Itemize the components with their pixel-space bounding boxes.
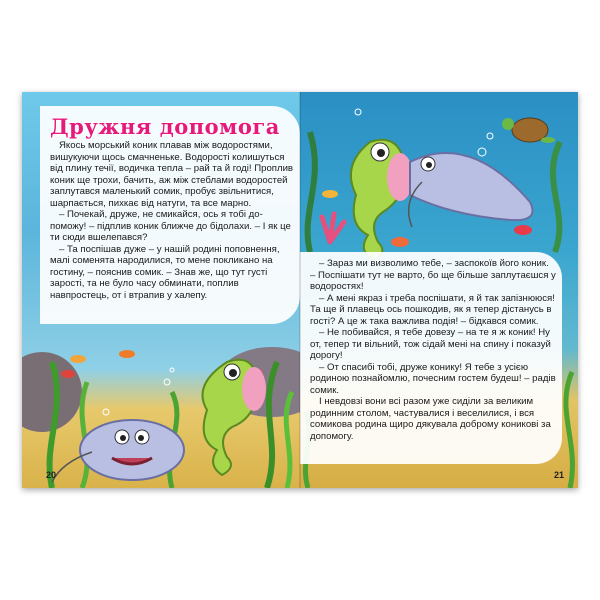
paragraph: Якось морський коник плавав між водоростями, вишукуючи щось смачненьке. Водорості колишуться від плину течії, водичка тепла – рай та й годі! Проплив коник ще трохи, бачить, аж між стеблами водоростей заплутався маленький сомик, пробує звільнитися, шарпається, пихкає від натуги, та все марно. [50,140,294,209]
turtle-drawing [502,118,555,143]
page-number-left: 20 [46,470,57,480]
left-story-text [50,140,294,301]
page-number-right: 21 [553,470,564,480]
catfish-drawing [409,153,533,227]
right-page [300,92,578,488]
paragraph: – Та поспішав дуже – у нашій родині поповнення, малі соменята народилися, то мене покликано на гостину, – пояснив сомик. – Знав же, що тут густі зарості, та не було часу обминати, поплив навпростець, от і втрапив у халепу. [50,243,280,301]
paragraph: І невдовзі вони всі разом уже сиділи за великим родинним столом, частувалися і веселилися, і вся сомикова родина щиро дякувала доброму коникові за допомогу. [310,396,551,442]
paragraph: – Зараз ми визволимо тебе, – заспокоїв його коник. – Поспішати тут не варто, бо ще більше заплутаєшся у водоростях! [310,258,556,292]
book-spread [22,92,578,488]
seahorse-drawing [203,360,267,475]
paragraph: – Почекай, друже, не смикайся, ось я тобі допоможу! – підплив коник ближче до бідолахи. – І як це ти сюди вшелепався? [50,209,291,243]
paragraph: – Не побивайся, я тебе довезу – на те я ж коник! Ну от, тепер ти вільний, тож сідай мені на спину і показуй дорогу! [310,327,551,361]
right-story-text [310,258,556,442]
book-spine [299,92,301,488]
left-page [22,92,300,488]
paragraph: – А мені якраз і треба поспішати, я й так запізнююся! Та ще й плавець ось пошкодив, як я тепер дістанусь в гості? А це ж така важлива подія! – бідкався сомик. [310,292,555,327]
story-title: Дружня допомога [50,114,280,139]
catfish-drawing [52,420,184,482]
paragraph: – От спасибі тобі, друже конику! Я тебе з усією родиною познайомлю, почесним гостем будеш! – радів сомик. [310,361,556,396]
